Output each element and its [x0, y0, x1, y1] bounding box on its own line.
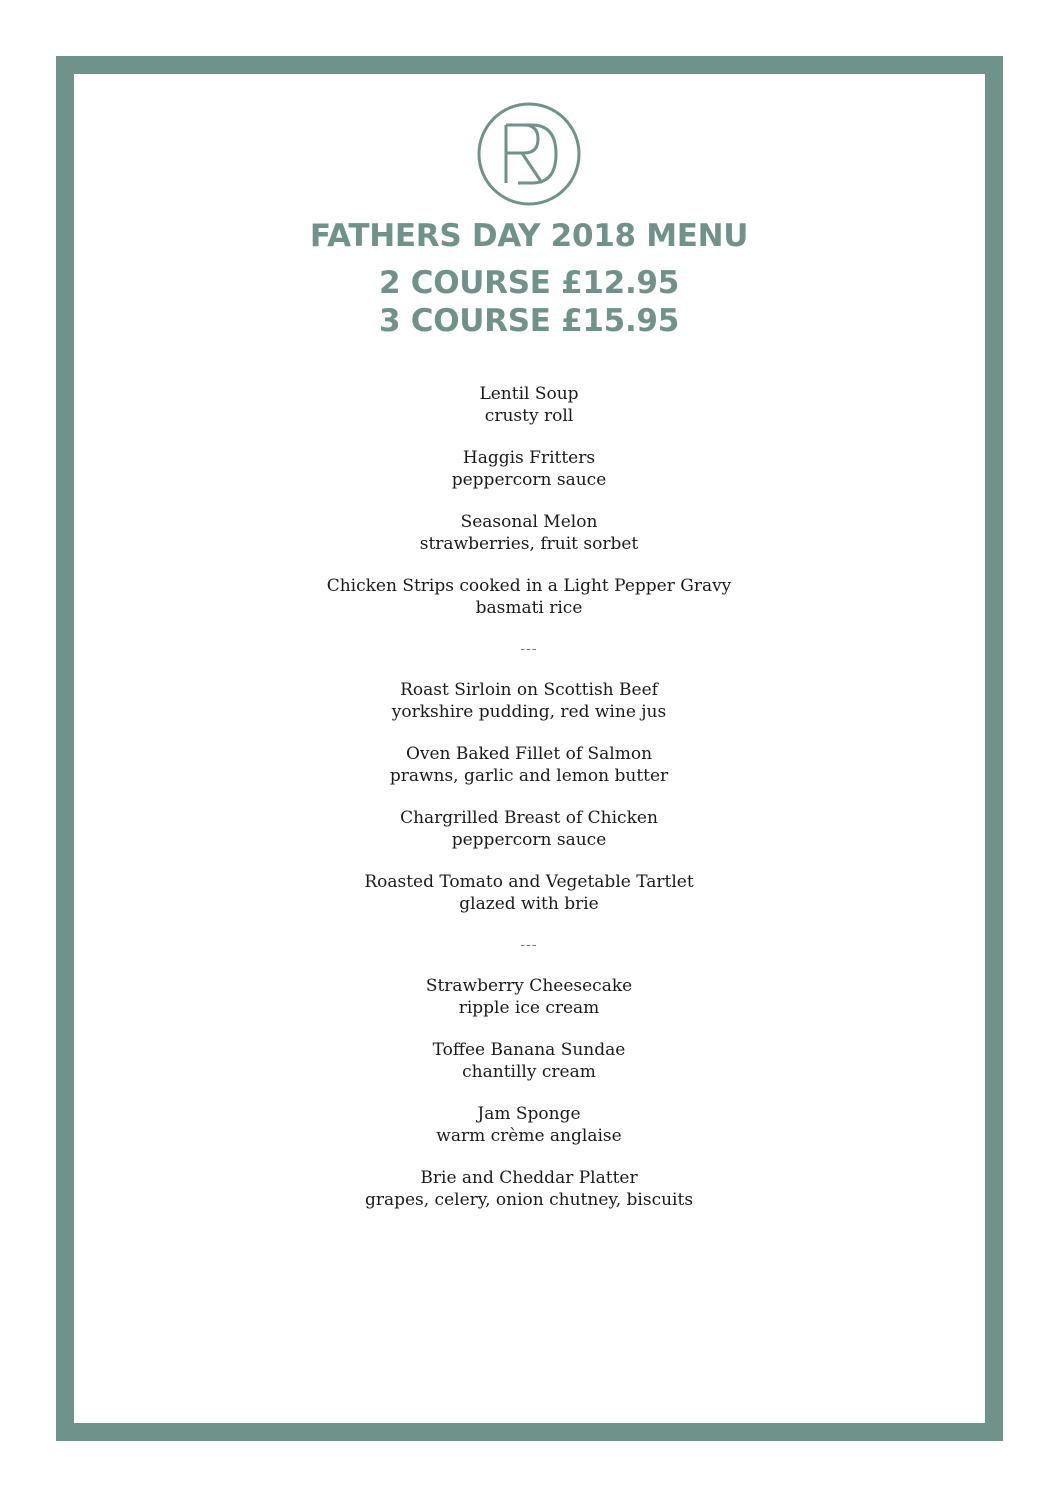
dish-description: warm crème anglaise	[436, 1126, 622, 1146]
menu-dish	[0, 871, 1058, 915]
section-separator: ---	[520, 937, 538, 953]
dish-description: glazed with brie	[459, 894, 599, 914]
dish-description: grapes, celery, onion chutney, biscuits	[364, 1190, 694, 1210]
dish-name: Toffee Banana Sundae	[432, 1040, 626, 1060]
dish-description: chantilly cream	[462, 1062, 596, 1082]
dish-name: Jam Sponge	[477, 1104, 581, 1124]
dish-description: crusty roll	[484, 406, 574, 426]
menu-dish	[0, 1167, 1058, 1211]
menu-dish	[0, 383, 1058, 427]
dish-description: ripple ice cream	[458, 998, 600, 1018]
menu-dish	[0, 575, 1058, 619]
menu-dish	[0, 1103, 1058, 1147]
three-course-price: 3 COURSE £15.95	[379, 303, 679, 339]
menu-dish	[0, 807, 1058, 851]
dish-name: Chargrilled Breast of Chicken	[400, 808, 658, 828]
dish-description: peppercorn sauce	[451, 470, 607, 490]
menu-dish	[0, 511, 1058, 555]
menu-dish	[0, 975, 1058, 1019]
two-course-price: 2 COURSE £12.95	[379, 265, 679, 301]
dish-name: Seasonal Melon	[460, 512, 598, 532]
dish-name: Oven Baked Fillet of Salmon	[405, 744, 653, 764]
dish-name: Roast Sirloin on Scottish Beef	[400, 680, 658, 700]
menu-dish	[0, 679, 1058, 723]
dish-description: basmati rice	[475, 598, 583, 618]
dish-name: Chicken Strips cooked in a Light Pepper Gravy	[326, 576, 732, 596]
dish-description: peppercorn sauce	[451, 830, 607, 850]
dish-name: Strawberry Cheesecake	[425, 976, 633, 996]
menu-header	[0, 214, 1058, 340]
menu-dish	[0, 743, 1058, 787]
dish-name: Roasted Tomato and Vegetable Tartlet	[364, 872, 694, 892]
dish-name: Lentil Soup	[479, 384, 579, 404]
rd-monogram-logo	[476, 101, 582, 207]
section-separator: ---	[520, 641, 538, 657]
dish-name: Haggis Fritters	[462, 448, 596, 468]
menu-list	[0, 383, 1058, 1231]
dish-description: strawberries, fruit sorbet	[419, 534, 639, 554]
menu-dish	[0, 447, 1058, 491]
menu-dish	[0, 1039, 1058, 1083]
dish-name: Brie and Cheddar Platter	[420, 1168, 638, 1188]
dish-description: yorkshire pudding, red wine jus	[391, 702, 667, 722]
dish-description: prawns, garlic and lemon butter	[389, 766, 669, 786]
menu-title: FATHERS DAY 2018 MENU	[309, 218, 749, 254]
